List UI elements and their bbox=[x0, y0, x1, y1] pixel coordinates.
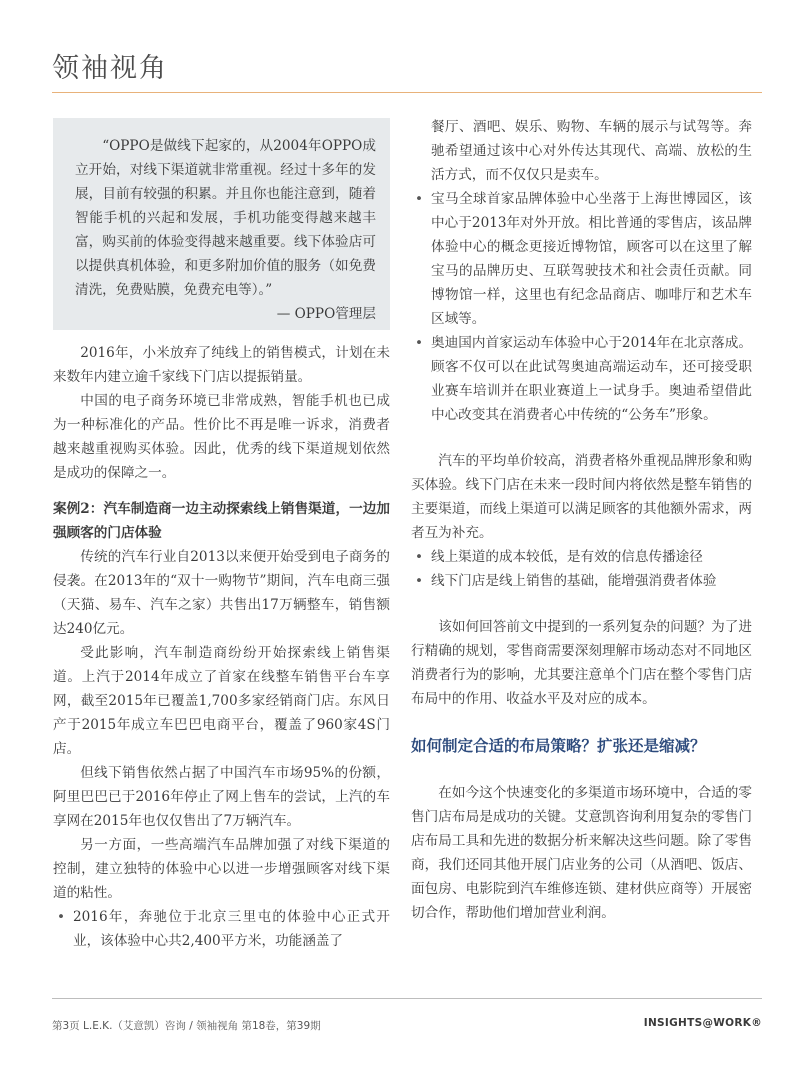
left-bullet-list bbox=[53, 905, 390, 953]
footer-page-info: 第3页 L.E.K.（艾意凯）咨询 / 领袖视角 第18卷，第39期 bbox=[52, 1020, 321, 1032]
right-paragraph-2: 该如何回答前文中提到的一系列复杂的问题？为了进行精确的规划，零售商需要深刻理解市场动态对不同地区消费者行为的影响，尤其要注意单个门店在整个零售门店布局中的作用、收益水平及对应的成本。 bbox=[411, 619, 752, 707]
left-paragraph-5: 但线下销售依然占据了中国汽车市场95%的份额，阿里巴巴已于2016年停止了网上售车的尝试，上汽的车享网在2015年也仅仅售出了7万辆汽车。 bbox=[53, 765, 390, 829]
header-divider bbox=[52, 92, 762, 93]
right-column bbox=[411, 115, 752, 925]
bullet-offline: • 线下门店是线上销售的基础，能增强消费者体验 bbox=[411, 569, 752, 593]
right-bullet-list bbox=[411, 187, 752, 427]
left-paragraph-2: 中国的电子商务环境已非常成熟，智能手机也已成为一种标准化的产品。性价比不再是唯一诉求，消费者越来越重视购买体验。因此，优秀的线下渠道规划依然是成功的保障之一。 bbox=[53, 393, 390, 481]
left-paragraph-3: 传统的汽车行业自2013以来便开始受到电子商务的侵袭。在2013年的“双十一购物节”期间，汽车电商三强（天猫、易车、汽车之家）共售出17万辆整车，销售额达240亿元。 bbox=[53, 549, 390, 637]
case-heading: 案例2：汽车制造商一边主动探索线上销售渠道，一边加强顾客的门店体验 bbox=[53, 501, 390, 541]
section-heading: 如何制定合适的布局策略？扩张还是缩减？ bbox=[411, 737, 706, 755]
bullet-benz-continued: 餐厅、酒吧、娱乐、购物、车辆的展示与试驾等。奔驰希望通过该中心对外传达其现代、高端、放松的生活方式，而不仅仅只是卖车。 bbox=[431, 119, 752, 183]
right-paragraph-3: 在如今这个快速变化的多渠道市场环境中，合适的零售门店布局是成功的关键。艾意凯咨询利用复杂的零售门店布局工具和先进的数据分析来解决这些问题。除了零售商，我们还同其他开展门店业务的公司（从酒吧、饭店、面包房、电影院到汽车维修连锁、建材供应商等）开展密切合作，帮助他们增加营业利润。 bbox=[411, 785, 752, 921]
left-paragraph-6: 另一方面，一些高端汽车品牌加强了对线下渠道的控制，建立独特的体验中心以进一步增强顾客对线下渠道的粘性。 bbox=[53, 837, 390, 901]
quote-box bbox=[53, 118, 390, 330]
quote-attribution: — OPPO管理层 bbox=[276, 306, 376, 322]
bullet-benz: • 2016年，奔驰位于北京三里屯的体验中心正式开业，该体验中心共2,400平方米，功能涵盖了 bbox=[53, 905, 390, 953]
left-paragraph-4: 受此影响，汽车制造商纷纷开始探索线上销售渠道。上汽于2014年成立了首家在线整车销售平台车享网，截至2015年已覆盖1,700多家经销商门店。东风日产于2015年成立车巴巴电商平台，覆盖了960家4S门店。 bbox=[53, 645, 390, 757]
bullet-audi: • 奥迪国内首家运动车体验中心于2014年在北京落成。顾客不仅可以在此试驾奥迪高端运动车，还可接受职业赛车培训并在职业赛道上一试身手。奥迪希望借此中心改变其在消费者心中传统的“公务车”形象。 bbox=[411, 331, 752, 427]
page-title: 领袖视角 bbox=[52, 53, 168, 84]
channel-bullet-list bbox=[411, 545, 752, 593]
bullet-bmw: • 宝马全球首家品牌体验中心坐落于上海世博园区，该中心于2013年对外开放。相比普通的零售店，该品牌体验中心的概念更接近博物馆，顾客可以在这里了解宝马的品牌历史、互联驾驶技术和社会责任贡献。同博物馆一样，这里也有纪念品商店、咖啡厅和艺术车区域等。 bbox=[411, 187, 752, 331]
left-column bbox=[53, 341, 390, 953]
footer-divider bbox=[52, 998, 762, 999]
quote-text: “OPPO是做线下起家的，从2004年OPPO成立开始，对线下渠道就非常重视。经过十多年的发展，目前有较强的积累。并且你也能注意到，随着智能手机的兴起和发展，手机功能变得越来越丰富，购买前的体验变得越来越重要。线下体验店可以提供真机体验，和更多附加价值的服务（如免费清洗，免费贴膜，免费充电等）。” bbox=[75, 138, 376, 298]
left-paragraph-1: 2016年，小米放弃了纯线上的销售模式，计划在未来数年内建立逾千家线下门店以提振销量。 bbox=[53, 345, 390, 385]
bullet-online: • 线上渠道的成本较低，是有效的信息传播途径 bbox=[411, 545, 752, 569]
footer-brand: INSIGHTS@WORK® bbox=[643, 1017, 762, 1029]
right-paragraph-1: 汽车的平均单价较高，消费者格外重视品牌形象和购买体验。线下门店在未来一段时间内将依然是整车销售的主要渠道，而线上渠道可以满足顾客的其他额外需求，两者互为补充。 bbox=[411, 453, 752, 541]
